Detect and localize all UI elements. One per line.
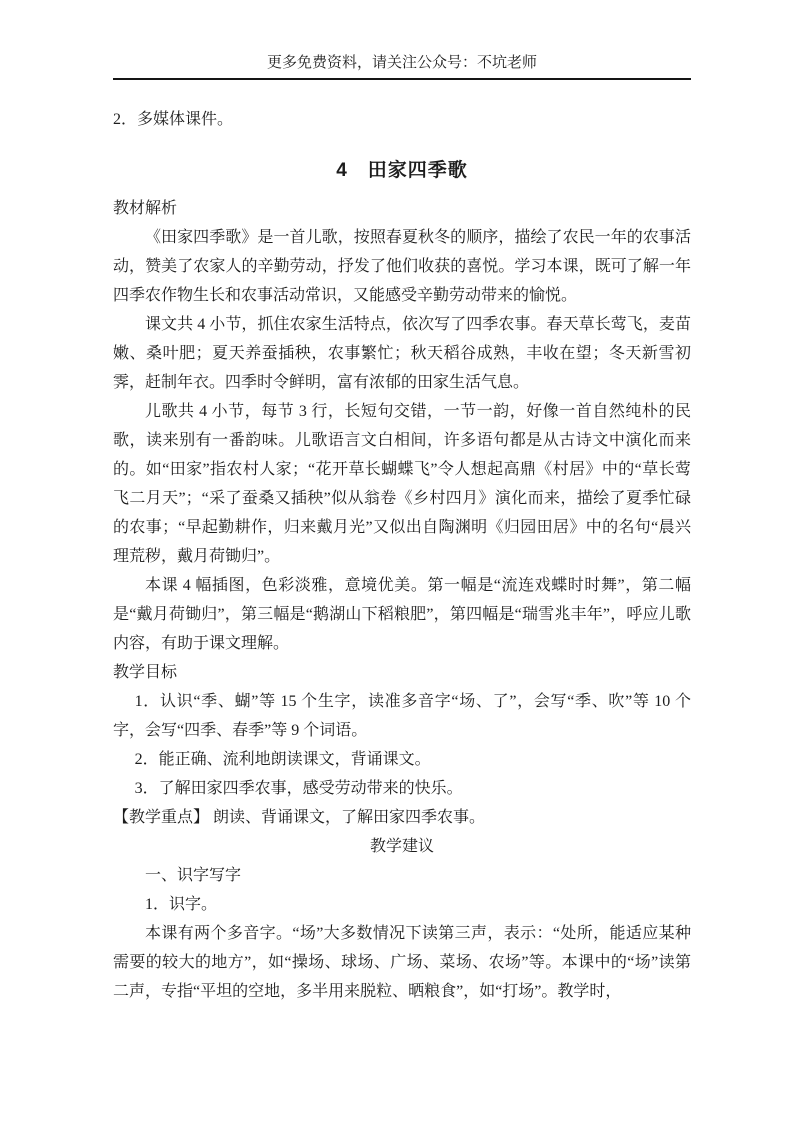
suggestions-paragraph-1: 本课有两个多音字。“场”大多数情况下读第三声，表示：“处所，能适应某种需要的较大的地方”，如“操场、球场、广场、菜场、农场”等。本课中的“场”读第二声，专指“平坦的空地，多半用来脱粒、晒粮食”，如“打场”。教学时， [113,925,691,1000]
material-analysis-paragraph-3: 儿歌共 4 小节，每节 3 行，长短句交错，一节一韵，好像一首自然纯朴的民歌，读来别有一番韵味。儿歌语言文白相间，许多语句都是从古诗文中演化而来的。如“田家”指农村人家；“花开草长蝴蝶飞”令人想起高鼎《村居》中的“草长莺飞二月天”；“采了蚕桑又插秧”似从翁卷《乡村四月》演化而来，描绘了夏季忙碌的农事；“早起勤耕作，归来戴月光”又似出自陶渊明《归园田居》中的名句“晨兴理荒秽，戴月荷锄归”。 [113,403,691,565]
section-heading-teaching-objectives: 教学目标 [113,664,178,681]
paragraph-multimedia-courseware: 2．多媒体课件。 [113,111,234,128]
material-analysis-paragraph-2: 课文共 4 小节，抓住农家生活特点，依次写了四季农事。春天草长莺飞，麦苗嫩、桑叶肥；夏天养蚕插秧，农事繁忙；秋天稻谷成熟，丰收在望；冬天新雪初霁，赶制年衣。四季时令鲜明，富有浓郁的田家生活气息。 [113,316,691,391]
material-analysis-paragraph-1: 《田家四季歌》是一首儿歌，按照春夏秋冬的顺序，描绘了农民一年的农事活动，赞美了农家人的辛勤劳动，抒发了他们收获的喜悦。学习本课，既可了解一年四季农作物生长和农事活动常识，又能感受辛勤劳动带来的愉悦。 [113,229,691,304]
section-heading-teaching-suggestions: 教学建议 [369,838,434,855]
page-header [113,52,691,80]
objective-item-3: 3．了解田家四季农事，感受劳动带来的快乐。 [134,780,463,797]
objective-item-1: 1．认识“季、蝴”等 15 个生字，读准多音字“场、了”，会写“季、吹”等 10 个字，会写“四季、春季”等 9 个词语。 [113,693,691,739]
section-heading-material-analysis: 教材解析 [113,200,178,217]
suggestions-subsection-literacy: 一、识字写字 [145,867,242,884]
objective-item-2: 2．能正确、流利地朗读课文，背诵课文。 [134,751,431,768]
suggestions-item-recognize-characters: 1．识字。 [145,896,218,913]
lesson-title: 4 田家四季歌 [336,160,468,181]
material-analysis-paragraph-4: 本课 4 幅插图，色彩淡雅，意境优美。第一幅是“流连戏蝶时时舞”，第二幅是“戴月荷锄归”，第三幅是“鹅湖山下稻粮肥”，第四幅是“瑞雪兆丰年”，呼应儿歌内容，有助于课文理解。 [113,577,691,652]
header-text: 更多免费资料，请关注公众号：不坑老师 [266,55,537,71]
teaching-key-point: 【教学重点】 朗读、背诵课文，了解田家四季农事。 [113,809,486,826]
